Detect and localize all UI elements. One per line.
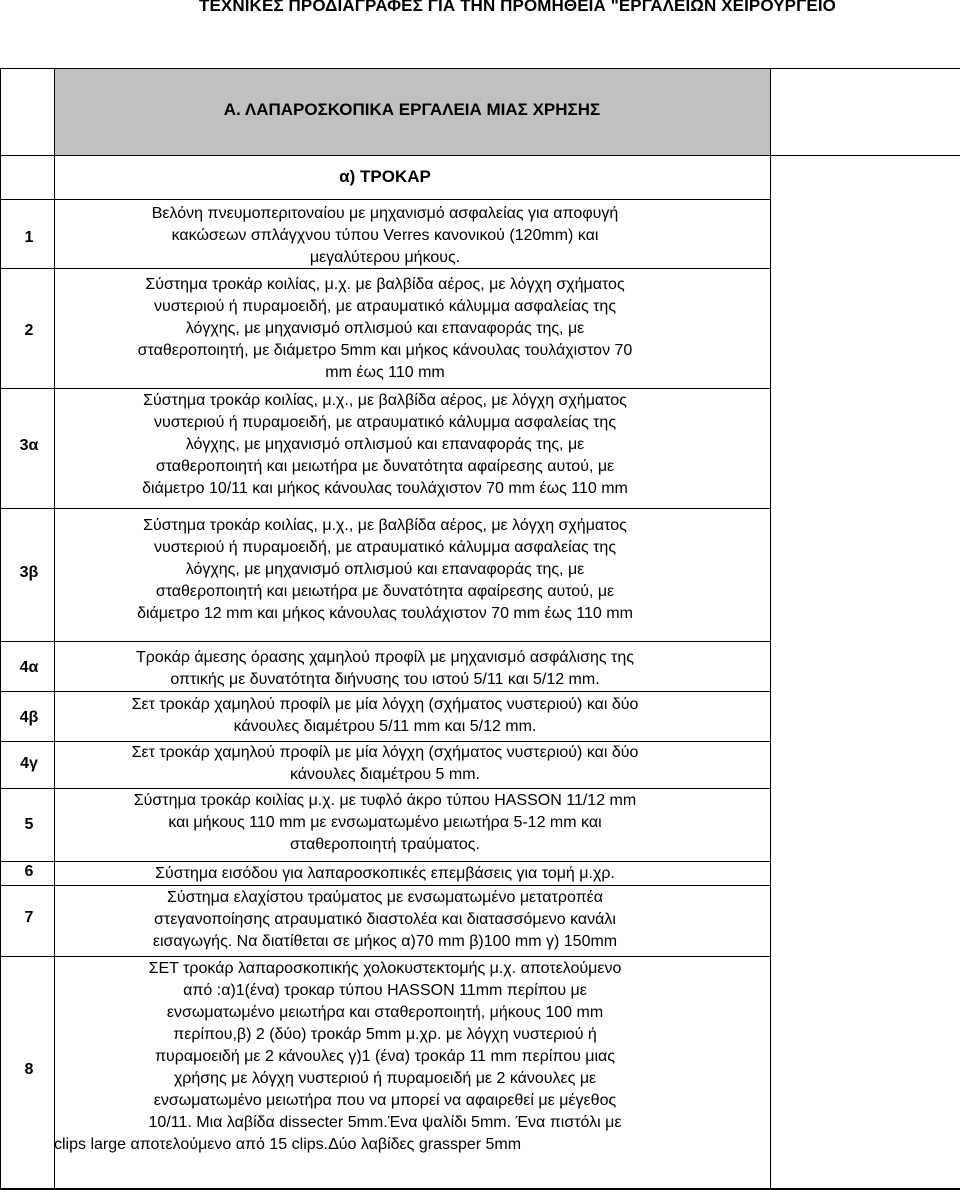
description-line: 10/11. Μια λαβίδα dissecter 5mm.Ένα ψαλίδι 5mm. Ένα πιστόλι με xyxy=(148,1114,622,1131)
description-line: κάνουλες διαμέτρου 5/11 mm και 5/12 mm. xyxy=(233,718,537,735)
description-line: clips large αποτελούμενο από 15 clips.Δύο λαβίδες grassper 5mm xyxy=(54,1136,522,1153)
description-line: ΣΕΤ τροκάρ λαπαροσκοπικής χολοκυστεκτομής μ.χ. αποτελούμενο xyxy=(148,960,622,977)
row-description xyxy=(58,274,712,384)
description-line: νυστεριού ή πυραμοειδή, με ατραυματικό κάλυμμα ασφαλείας της xyxy=(153,539,617,556)
row-description xyxy=(50,958,720,1156)
description-line: λόγχης, με μηχανισμό οπλισμού και επαναφοράς της, με xyxy=(185,320,585,337)
row-description xyxy=(58,203,712,269)
row-description xyxy=(58,694,712,738)
row-number: 1 xyxy=(24,229,34,246)
description-line: νυστεριού ή πυραμοειδή, με ατραυματικό κάλυμμα ασφαλείας της xyxy=(153,414,617,431)
description-line: κάνουλες διαμέτρου 5 mm. xyxy=(289,766,480,783)
row-description xyxy=(58,863,712,885)
description-line: σταθεροποιητή και μειωτήρα με δυνατότητα αφαίρεσης αυτού, με xyxy=(155,583,615,600)
row-divider xyxy=(0,885,770,886)
row-description xyxy=(58,647,712,691)
row-number: 7 xyxy=(24,909,34,926)
description-line: σταθεροποιητή τραύματος. xyxy=(290,836,480,853)
row-number: 4β xyxy=(19,709,39,726)
description-line: λόγχης, με μηχανισμό οπλισμού και επαναφοράς της, με xyxy=(185,436,585,453)
description-line: μεγαλύτερου μήκους. xyxy=(309,249,461,266)
row-description xyxy=(58,390,712,500)
row-divider xyxy=(0,508,770,509)
description-column-border xyxy=(770,68,771,1190)
description-line: σταθεροποιητή, με διάμετρο 5mm και μήκος κάνουλας τουλάχιστον 70 xyxy=(137,342,633,359)
row-number: 4γ xyxy=(20,755,38,772)
row-description xyxy=(58,742,712,786)
row-divider xyxy=(0,691,770,692)
description-line: ενσωματωμένο μειωτήρα που να μπορεί να αφαιρεθεί με μέγεθος xyxy=(153,1092,617,1109)
subsection-title: α) ΤΡΟΚΑΡ xyxy=(339,167,431,186)
subheader-divider xyxy=(0,199,770,200)
description-line: λόγχης, με μηχανισμό οπλισμού και επαναφοράς της, με xyxy=(185,561,585,578)
row-divider xyxy=(0,861,770,862)
description-line: εισαγωγής. Να διατίθεται σε μήκος α)70 mm β)100 mm γ) 150mm xyxy=(152,933,618,950)
description-line: Βελόνη πνευμοπεριτοναίου με μηχανισμό ασφαλείας για αποφυγή xyxy=(151,205,619,222)
description-line: νυστεριού ή πυραμοειδή, με ατραυματικό κάλυμμα ασφαλείας της xyxy=(153,298,617,315)
description-line: από :α)1(ένα) τροκαρ τύπου HASSON 11mm περίπου με xyxy=(183,982,587,999)
description-line: Τροκάρ άμεσης όρασης χαμηλού προφίλ με μηχανισμό ασφάλισης της xyxy=(136,649,634,666)
row-description xyxy=(58,790,712,856)
document-title: ΤΕΧΝΙΚΕΣ ΠΡΟΔΙΑΓΡΑΦΕΣ ΓΙΑ ΤΗΝ ΠΡΟΜΗΘΕΙΑ "ΕΡΓΑΛΕΙΩΝ ΧΕΙΡΟΥΡΓΕΙΟ xyxy=(199,0,836,15)
description-line: κακώσεων σπλάγχνου τύπου Verres κανονικού (120mm) και xyxy=(171,227,599,244)
description-line: οπτικής με δυνατότητα διήνυσης του ιστού 5/11 και 5/12 mm. xyxy=(170,671,600,688)
row-number: 8 xyxy=(24,1061,34,1078)
description-line: ενσωματωμένο μειωτήρα και σταθεροποιητή, μήκους 100 mm xyxy=(166,1004,604,1021)
section-header xyxy=(54,69,770,155)
description-line: Σετ τροκάρ χαμηλού προφίλ με μία λόγχη (σχήματος νυστεριού) και δύο xyxy=(131,744,639,761)
row-number: 6 xyxy=(24,863,34,880)
description-line: Σύστημα ελαχίστου τραύματος με ενσωματωμένο μετατροπέα xyxy=(166,889,604,906)
outer-top-border xyxy=(0,68,960,69)
description-line: πυραμοειδή με 2 κάνουλες γ)1 (ένα) τροκάρ 11 mm περίπου μιας xyxy=(154,1048,616,1065)
description-line: Σύστημα τροκάρ κοιλίας, μ.χ., με βαλβίδα αέρος, με λόγχη σχήματος xyxy=(143,517,627,534)
row-divider xyxy=(0,956,770,957)
row-number: 2 xyxy=(24,322,34,339)
row-divider xyxy=(0,788,770,789)
row-description xyxy=(58,515,712,625)
description-line: διάμετρο 10/11 και μήκος κάνουλας τουλάχιστον 70 mm έως 110 mm xyxy=(142,480,628,497)
description-line: χρήσης με λόγχη νυστεριού ή πυραμοειδή με 2 κάνουλες με xyxy=(173,1070,597,1087)
row-number: 3α xyxy=(19,437,39,454)
description-line: Σύστημα τροκάρ κοιλίας, μ.χ. με βαλβίδα αέρος, με λόγχη σχήματος xyxy=(145,276,625,293)
description-line: mm έως 110 mm xyxy=(325,364,445,381)
description-line: σταθεροποιητή και μειωτήρα με δυνατότητα αφαίρεσης αυτού, με xyxy=(155,458,615,475)
description-line: Σύστημα τροκάρ κοιλίας μ.χ. με τυφλό άκρο τύπου HASSON 11/12 mm xyxy=(133,792,637,809)
description-line: διάμετρο 12 mm και μήκος κάνουλας τουλάχιστον 70 mm έως 110 mm xyxy=(137,605,633,622)
description-line: Σύστημα εισόδου για λαπαροσκοπικές επεμβάσεις για τομή μ.χρ. xyxy=(155,865,615,882)
row-number: 5 xyxy=(24,816,34,833)
header-divider xyxy=(0,155,960,156)
description-line: Σύστημα τροκάρ κοιλίας, μ.χ., με βαλβίδα αέρος, με λόγχη σχήματος xyxy=(143,392,627,409)
row-divider xyxy=(0,641,770,642)
row-description xyxy=(58,887,712,953)
row-number: 4α xyxy=(19,659,39,676)
description-line: και μήκους 110 mm με ενσωματωμένο μειωτήρα 5-12 mm και xyxy=(168,814,602,831)
description-line: περίπου,β) 2 (δύο) τροκάρ 5mm μ.χρ. με λόγχη νυστεριού ή xyxy=(173,1026,597,1043)
section-title: Α. ΛΑΠΑΡΟΣΚΟΠΙΚΑ ΕΡΓΑΛΕΙΑ ΜΙΑΣ ΧΡΗΣΗΣ xyxy=(223,100,601,119)
left-border xyxy=(0,68,1,1190)
description-line: στεγανοποίησης ατραυματικό διαστολέα και διατασσόμενο κανάλι xyxy=(154,911,616,928)
row-number: 3β xyxy=(19,564,39,581)
description-line: Σετ τροκάρ χαμηλού προφίλ με μία λόγχη (σχήματος νυστεριού) και δύο xyxy=(131,696,639,713)
row-divider xyxy=(0,388,770,389)
